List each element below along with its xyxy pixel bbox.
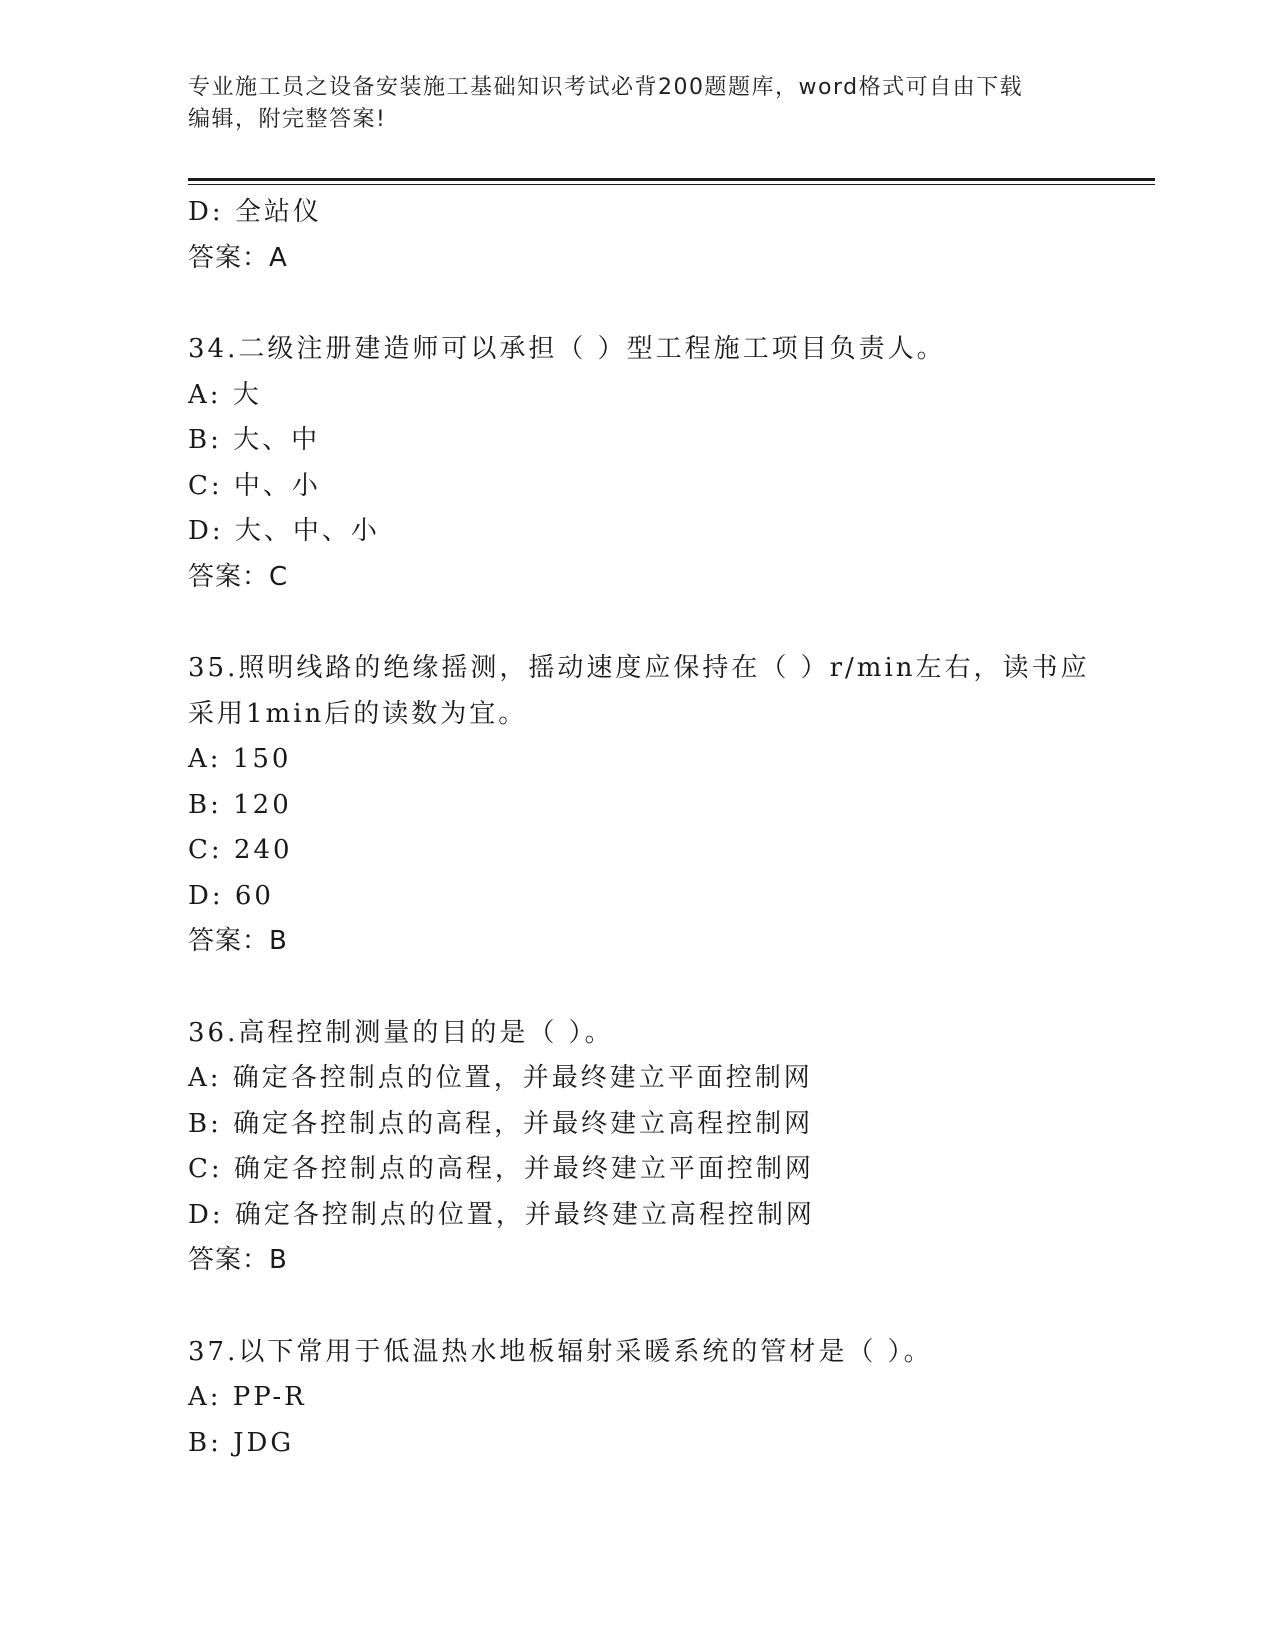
question-stem: 36.高程控制测量的目的是（ ）。 <box>188 1017 614 1048</box>
option-d: D: 全站仪 <box>188 197 322 227</box>
option-b: B: JDG <box>188 1427 295 1458</box>
option-d: D: 确定各控制点的位置，并最终建立高程控制网 <box>188 1199 815 1230</box>
answer: 答案：B <box>188 926 288 956</box>
option-a: A: PP-R <box>188 1382 307 1412</box>
option-b: B: 大、中 <box>188 425 321 455</box>
question-stem-line-2: 采用1min后的读数为宜。 <box>188 698 528 729</box>
header-divider-thick <box>188 178 1155 181</box>
question-stem: 37.以下常用于低温热水地板辐射采暖系统的管材是（ ）。 <box>188 1336 933 1367</box>
answer: 答案：A <box>188 242 288 273</box>
header-divider-thin <box>188 184 1155 185</box>
question-33-continuation <box>188 190 1088 281</box>
question-36 <box>188 1011 1088 1284</box>
header-title-line-1: 专业施工员之设备安装施工基础知识考试必背200题题库，word格式可自由下载 <box>188 75 1024 100</box>
question-stem-line-1: 35.照明线路的绝缘摇测，摇动速度应保持在（ ）r/min左右，读书应 <box>188 653 1090 683</box>
question-list <box>188 190 1088 1466</box>
answer: 答案：C <box>188 561 289 592</box>
option-b: B: 确定各控制点的高程，并最终建立高程控制网 <box>188 1108 814 1139</box>
option-d: D: 大、中、小 <box>188 516 380 546</box>
question-stem: 34.二级注册建造师可以承担（ ）型工程施工项目负责人。 <box>188 334 946 364</box>
option-c: C: 240 <box>188 835 293 865</box>
answer: 答案：B <box>188 1245 288 1275</box>
option-a: A: 150 <box>188 744 292 774</box>
option-c: C: 确定各控制点的高程，并最终建立平面控制网 <box>188 1154 814 1184</box>
option-a: A: 确定各控制点的位置，并最终建立平面控制网 <box>188 1063 813 1093</box>
option-d: D: 60 <box>188 880 274 911</box>
question-37 <box>188 1330 1088 1467</box>
question-34 <box>188 327 1088 600</box>
option-b: B: 120 <box>188 789 292 820</box>
option-c: C: 中、小 <box>188 470 321 501</box>
document-header <box>188 72 1068 136</box>
option-a: A: 大 <box>188 379 262 410</box>
header-title-line-2: 编辑，附完整答案! <box>188 107 387 132</box>
question-35 <box>188 646 1088 965</box>
